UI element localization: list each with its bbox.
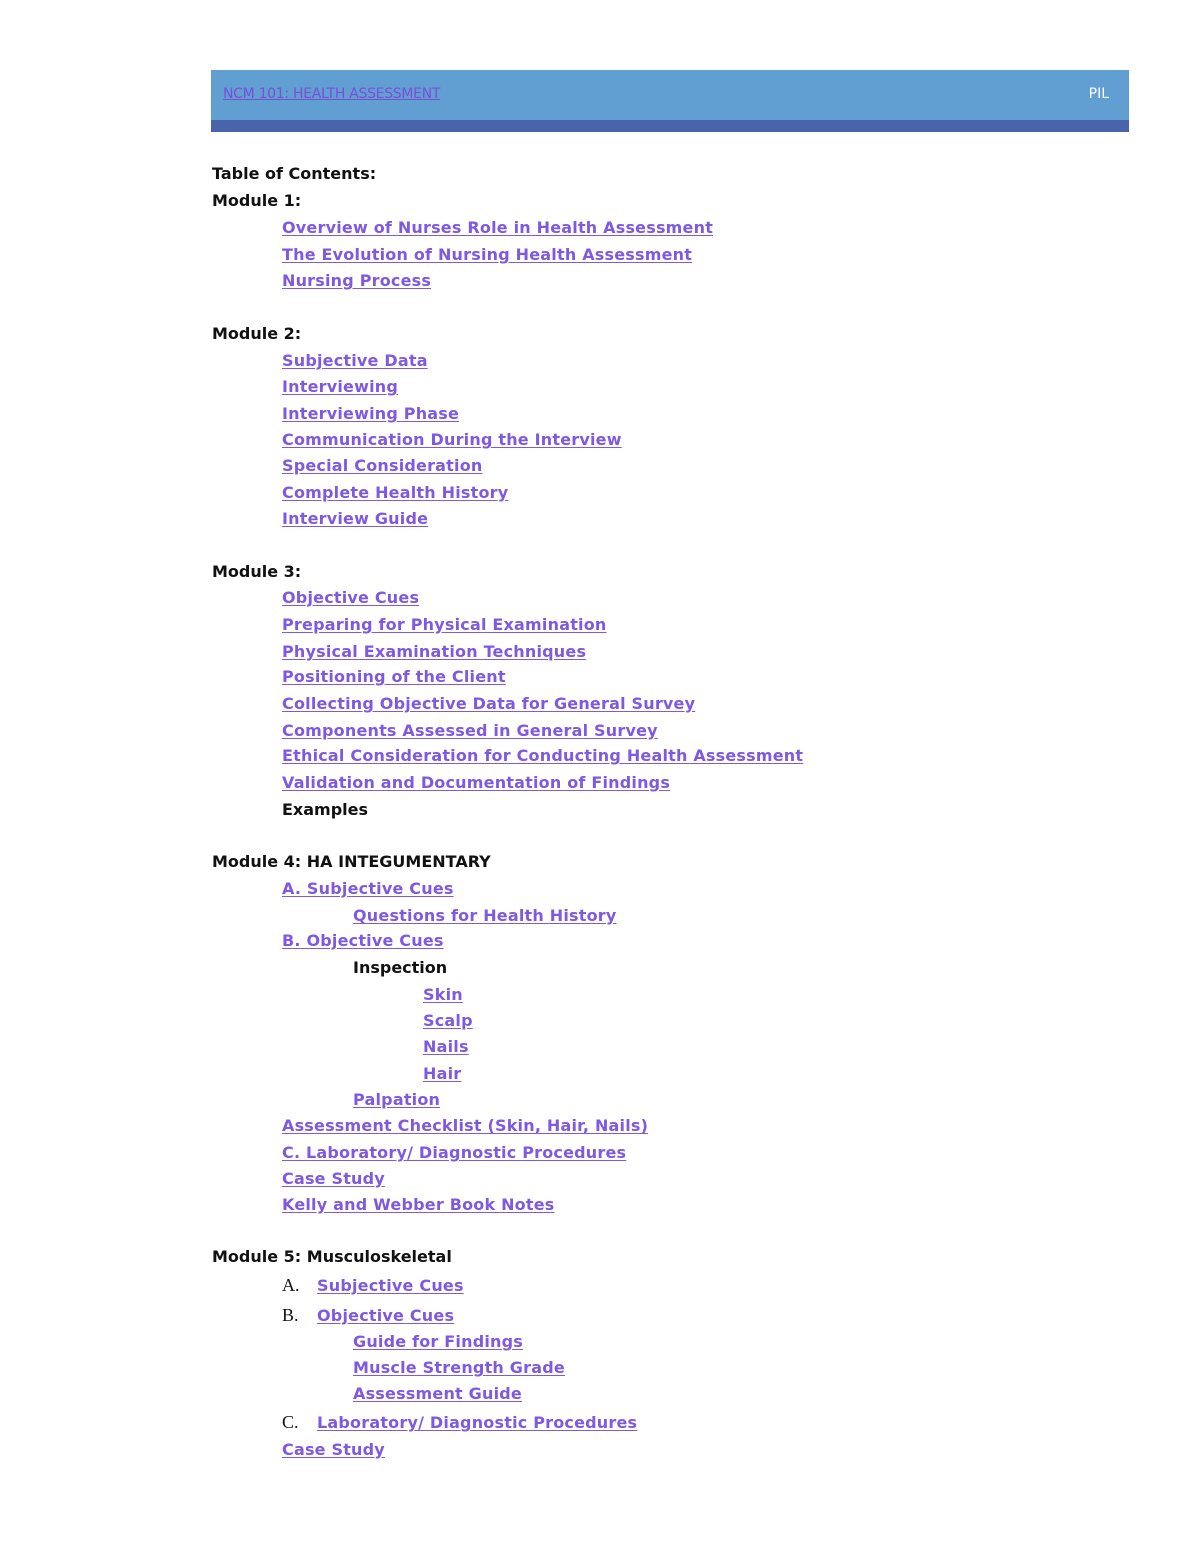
toc-title: Table of Contents:: [212, 164, 377, 183]
module-2-heading: Module 2:: [212, 324, 302, 343]
toc-link[interactable]: Questions for Health History: [353, 906, 617, 925]
toc-link[interactable]: Nails: [423, 1037, 469, 1056]
toc-link[interactable]: Communication During the Interview: [282, 430, 622, 449]
toc-link[interactable]: Subjective Data: [282, 351, 428, 370]
toc-link[interactable]: Case Study: [282, 1440, 385, 1459]
toc-link[interactable]: Preparing for Physical Examination: [282, 615, 607, 634]
toc-link[interactable]: Interview Guide: [282, 509, 429, 528]
toc-link[interactable]: Physical Examination Techniques: [282, 642, 587, 661]
toc-link[interactable]: Skin: [423, 985, 463, 1004]
toc-link[interactable]: C. Laboratory/ Diagnostic Procedures: [282, 1143, 627, 1162]
toc-link[interactable]: Interviewing: [282, 377, 399, 396]
toc-link[interactable]: A. Subjective Cues: [282, 879, 454, 898]
toc-link[interactable]: Special Consideration: [282, 456, 483, 475]
toc-link[interactable]: Assessment Guide: [353, 1384, 522, 1403]
inspection-label: Inspection: [353, 958, 448, 977]
module-5-heading: Module 5: Musculoskeletal: [212, 1247, 452, 1266]
toc-link[interactable]: Validation and Documentation of Findings: [282, 773, 671, 792]
list-item: [282, 1275, 464, 1296]
list-marker: B.: [282, 1305, 299, 1325]
toc-link[interactable]: Case Study: [282, 1169, 385, 1188]
toc-link[interactable]: Scalp: [423, 1011, 473, 1030]
toc-link[interactable]: Collecting Objective Data for General Survey: [282, 694, 696, 713]
list-marker: C.: [282, 1412, 299, 1432]
header-right-label: PIL: [1088, 86, 1109, 102]
toc-link[interactable]: Positioning of the Client: [282, 667, 506, 686]
list-item: [282, 1412, 637, 1433]
toc-link[interactable]: Palpation: [353, 1090, 441, 1109]
toc-link[interactable]: The Evolution of Nursing Health Assessment: [282, 245, 693, 264]
toc-link[interactable]: Guide for Findings: [353, 1332, 524, 1351]
toc-link[interactable]: B. Objective Cues: [282, 931, 444, 950]
toc-link[interactable]: Subjective Cues: [317, 1276, 464, 1295]
toc-link[interactable]: Interviewing Phase: [282, 404, 460, 423]
toc-link[interactable]: Ethical Consideration for Conducting Health Assessment: [282, 746, 804, 765]
course-title-link[interactable]: NCM 101: HEALTH ASSESSMENT: [223, 86, 441, 102]
toc-link[interactable]: Assessment Checklist (Skin, Hair, Nails): [282, 1116, 649, 1135]
module-1-heading: Module 1:: [212, 191, 302, 210]
toc-link[interactable]: Overview of Nurses Role in Health Assessment: [282, 218, 714, 237]
examples-label: Examples: [282, 800, 369, 819]
list-item: [282, 1305, 454, 1326]
toc-link[interactable]: Laboratory/ Diagnostic Procedures: [317, 1413, 638, 1432]
module-4-heading: Module 4: HA INTEGUMENTARY: [212, 852, 491, 871]
toc-link[interactable]: Objective Cues: [317, 1306, 455, 1325]
toc-link[interactable]: Muscle Strength Grade: [353, 1358, 565, 1377]
list-marker: A.: [282, 1275, 300, 1295]
module-3-heading: Module 3:: [212, 562, 302, 581]
toc-link[interactable]: Hair: [423, 1064, 462, 1083]
toc-link[interactable]: Complete Health History: [282, 483, 509, 502]
toc-link[interactable]: Objective Cues: [282, 588, 420, 607]
toc-link[interactable]: Components Assessed in General Survey: [282, 721, 658, 740]
toc-link[interactable]: Nursing Process: [282, 271, 432, 290]
toc-link[interactable]: Kelly and Webber Book Notes: [282, 1195, 555, 1214]
